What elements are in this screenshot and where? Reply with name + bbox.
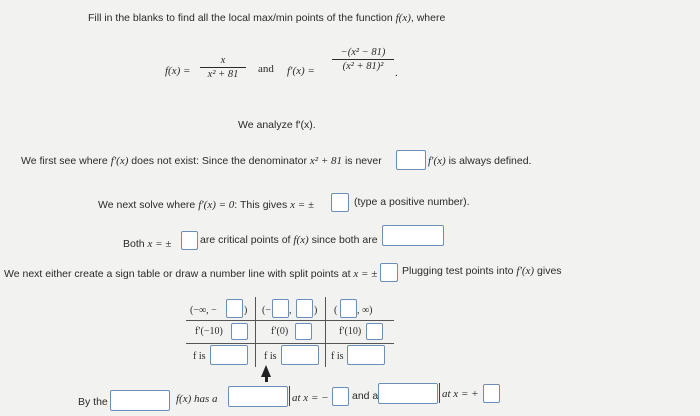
line3-part-b: are critical points of: [200, 234, 291, 246]
and-a-label: and a: [352, 390, 379, 402]
line3-mid: [200, 234, 378, 246]
line3-part-c: since both are: [311, 234, 378, 246]
instruction-where: , where: [410, 12, 446, 24]
interval-3-open: (: [334, 305, 338, 316]
line2-hint: (type a positive number).: [354, 196, 470, 208]
interval-1-open: (−∞, −: [190, 305, 217, 316]
test-name-input[interactable]: [110, 390, 170, 411]
extremum-type-2-input[interactable]: [378, 383, 438, 404]
line2-x: x = ±: [290, 199, 314, 211]
extremum-type-1-input[interactable]: [228, 386, 288, 407]
extremum-x-neg-input[interactable]: [332, 387, 349, 406]
line1-fprime: f′(x): [110, 155, 129, 167]
fprime-numerator: −(x² − 81): [340, 47, 386, 58]
and-word: and: [258, 63, 274, 75]
line1-part-e: is always defined.: [448, 155, 532, 167]
fprime-neg10-label: f′(−10): [195, 326, 223, 337]
line4-fprime: f′(x): [516, 265, 535, 277]
fprime-fraction: [332, 47, 394, 72]
line1: [21, 155, 382, 167]
line3-x: x = ±: [147, 238, 172, 250]
behavior-interval-2-input[interactable]: [281, 345, 319, 365]
fprime-10-input[interactable]: [366, 323, 383, 340]
f-label: f(x) =: [165, 65, 191, 77]
line1-part-a: We first see where: [21, 155, 108, 167]
at-x-pos-label: at x = +: [442, 388, 479, 400]
interval-2-comma: ,: [289, 305, 292, 316]
fprime-denominator: (x² + 81)²: [342, 61, 384, 72]
extremum-x-pos-input[interactable]: [483, 384, 500, 403]
line2-eq: f′(x) = 0: [198, 199, 235, 211]
interval-2-right-input[interactable]: [296, 299, 313, 318]
f-is-label-2: f is: [264, 351, 277, 362]
never-blank-input[interactable]: [396, 150, 426, 170]
interval-3-input[interactable]: [340, 299, 357, 318]
fprime-0-input[interactable]: [295, 323, 312, 340]
at-x-neg-label: at x = −: [292, 392, 329, 404]
analyze-text: We analyze f′(x).: [238, 119, 316, 131]
fprime-neg10-input[interactable]: [231, 323, 248, 340]
f-numerator: x: [220, 55, 226, 66]
fx-has-label: [176, 393, 218, 405]
line2: [98, 199, 314, 211]
both-critical-input[interactable]: [181, 231, 198, 250]
line4: [4, 268, 377, 280]
interval-1-input[interactable]: [226, 299, 243, 318]
line4-part-a: We next either create a sign table or draw a number line with split points at: [4, 268, 351, 280]
line2-part-b: : This gives: [234, 199, 288, 211]
line1-part-b: does not exist: Since the denominator: [131, 155, 307, 167]
line1-part-c: is never: [344, 155, 382, 167]
period: .: [395, 67, 398, 79]
fprime-10-label: f′(10): [339, 326, 362, 337]
interval-3-close: , ∞): [357, 305, 373, 316]
f-is-label-1: f is: [193, 351, 206, 362]
by-the-label: By the: [78, 396, 108, 408]
interval-1-close: ): [244, 305, 248, 316]
line4-part-c: gives: [537, 265, 562, 277]
behavior-interval-3-input[interactable]: [347, 345, 385, 365]
fx-has-text: f(x) has a: [176, 393, 218, 405]
f-fraction: [200, 55, 246, 80]
line1-fprime-2: f′(x): [428, 155, 446, 167]
f-is-label-3: f is: [331, 351, 344, 362]
instruction-fx: f(x): [395, 12, 411, 24]
instruction-text: [88, 12, 445, 24]
line2-part-a: We next solve where: [98, 199, 196, 211]
fprime-0-label: f′(0): [271, 326, 289, 337]
line3-part-a: Both: [123, 238, 145, 250]
interval-2-close: ): [314, 305, 318, 316]
behavior-interval-1-input[interactable]: [210, 345, 248, 365]
interval-2-open: (−: [262, 305, 271, 316]
line4-part-b: Plugging test points into: [402, 265, 514, 277]
critical-value-input[interactable]: [331, 193, 349, 212]
line1-expr: x² + 81: [309, 155, 343, 167]
f-denominator: x² + 81: [207, 69, 239, 80]
interval-2-left-input[interactable]: [272, 299, 289, 318]
since-both-are-input[interactable]: [382, 225, 444, 246]
line1-tail: [428, 155, 531, 167]
line3-fx: f(x): [293, 234, 309, 246]
line3: [123, 238, 171, 250]
split-point-input[interactable]: [380, 263, 398, 282]
instruction-label: Fill in the blanks to find all the local max/min points of the function: [88, 12, 393, 24]
line4-tail: [402, 265, 562, 277]
fprime-label: f′(x) =: [287, 65, 315, 77]
line4-x: x = ±: [353, 268, 378, 280]
